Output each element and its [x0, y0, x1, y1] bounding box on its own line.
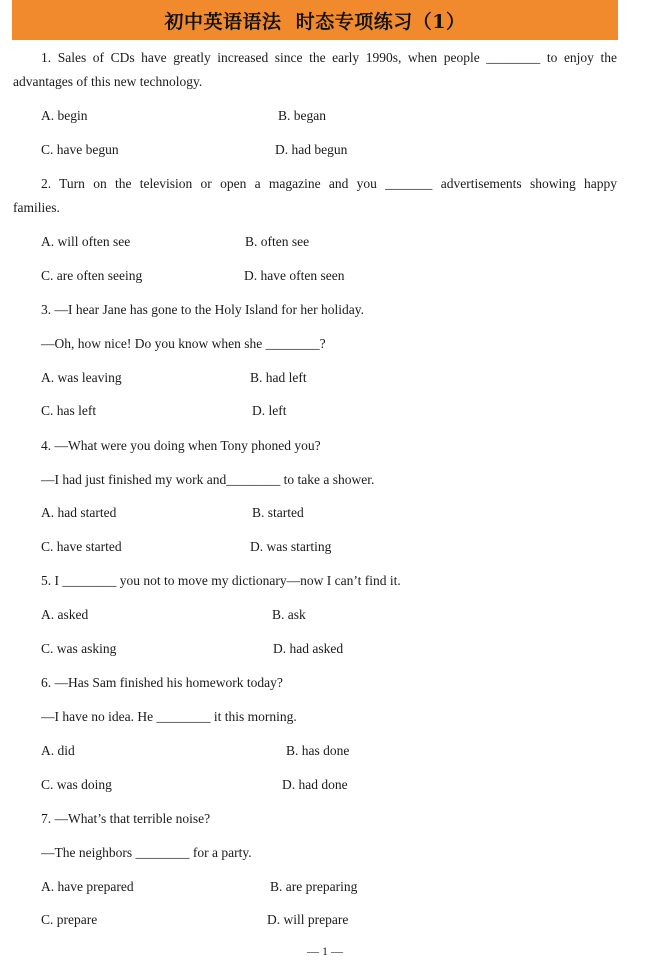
q6-option-b: B. has done — [286, 743, 350, 758]
q4-stem-line-2: —I had just finished my work and________ to take a shower. — [41, 472, 375, 487]
q6-option-a: A. did — [41, 743, 75, 758]
q4-stem-line-1: 4. —What were you doing when Tony phoned you? — [41, 438, 321, 453]
q5-option-d: D. had asked — [273, 641, 344, 656]
q4-option-d: D. was starting — [250, 539, 332, 554]
q6-option-d: D. had done — [282, 777, 348, 792]
q2-option-b: B. often see — [245, 234, 310, 249]
q2-option-d: D. have often seen — [244, 268, 345, 283]
q2-stem-line-2: families. — [13, 200, 60, 215]
q5-option-a: A. asked — [41, 607, 89, 622]
q1-option-c: C. have begun — [41, 142, 119, 157]
q1-stem-line-1: 1. Sales of CDs have greatly increased since the early 1990s, when people ________ to enjoy the — [41, 50, 617, 65]
q2-stem-line-1: 2. Turn on the television or open a magazine and you _______ advertisements showing happy — [41, 176, 617, 191]
q1-option-d: D. had begun — [275, 142, 348, 157]
q7-option-d: D. will prepare — [267, 912, 349, 927]
q7-option-c: C. prepare — [41, 912, 98, 927]
q1-option-a: A. begin — [41, 108, 88, 123]
q6-option-c: C. was doing — [41, 777, 112, 792]
q7-stem-line-2: —The neighbors ________ for a party. — [41, 845, 252, 860]
q5-option-c: C. was asking — [41, 641, 117, 656]
q6-stem-line-2: —I have no idea. He ________ it this morning. — [41, 709, 297, 724]
q3-stem-line-1: 3. —I hear Jane has gone to the Holy Island for her holiday. — [41, 302, 365, 317]
q2-option-a: A. will often see — [41, 234, 131, 249]
q1-stem-line-2: advantages of this new technology. — [13, 74, 203, 89]
title-banner — [12, 0, 618, 40]
q4-option-b: B. started — [252, 505, 304, 520]
q5-option-b: B. ask — [272, 607, 306, 622]
q4-option-c: C. have started — [41, 539, 122, 554]
q5-stem-line-1: 5. I ________ you not to move my dictionary—now I can’t find it. — [41, 573, 401, 588]
q3-option-a: A. was leaving — [41, 370, 122, 385]
q3-option-b: B. had left — [250, 370, 307, 385]
q6-stem-line-1: 6. —Has Sam finished his homework today? — [41, 675, 283, 690]
q7-stem-line-1: 7. —What’s that terrible noise? — [41, 811, 211, 826]
q3-stem-line-2: —Oh, how nice! Do you know when she ________? — [41, 336, 326, 351]
q2-option-c: C. are often seeing — [41, 268, 143, 283]
q1-option-b: B. began — [278, 108, 326, 123]
q3-option-c: C. has left — [41, 403, 97, 418]
page-number: — 1 — — [307, 944, 343, 958]
q4-option-a: A. had started — [41, 505, 117, 520]
q7-option-b: B. are preparing — [270, 879, 358, 894]
page-title: 初中英语语法 时态专项练习（1） — [164, 10, 466, 33]
q7-option-a: A. have prepared — [41, 879, 134, 894]
q3-option-d: D. left — [252, 403, 287, 418]
